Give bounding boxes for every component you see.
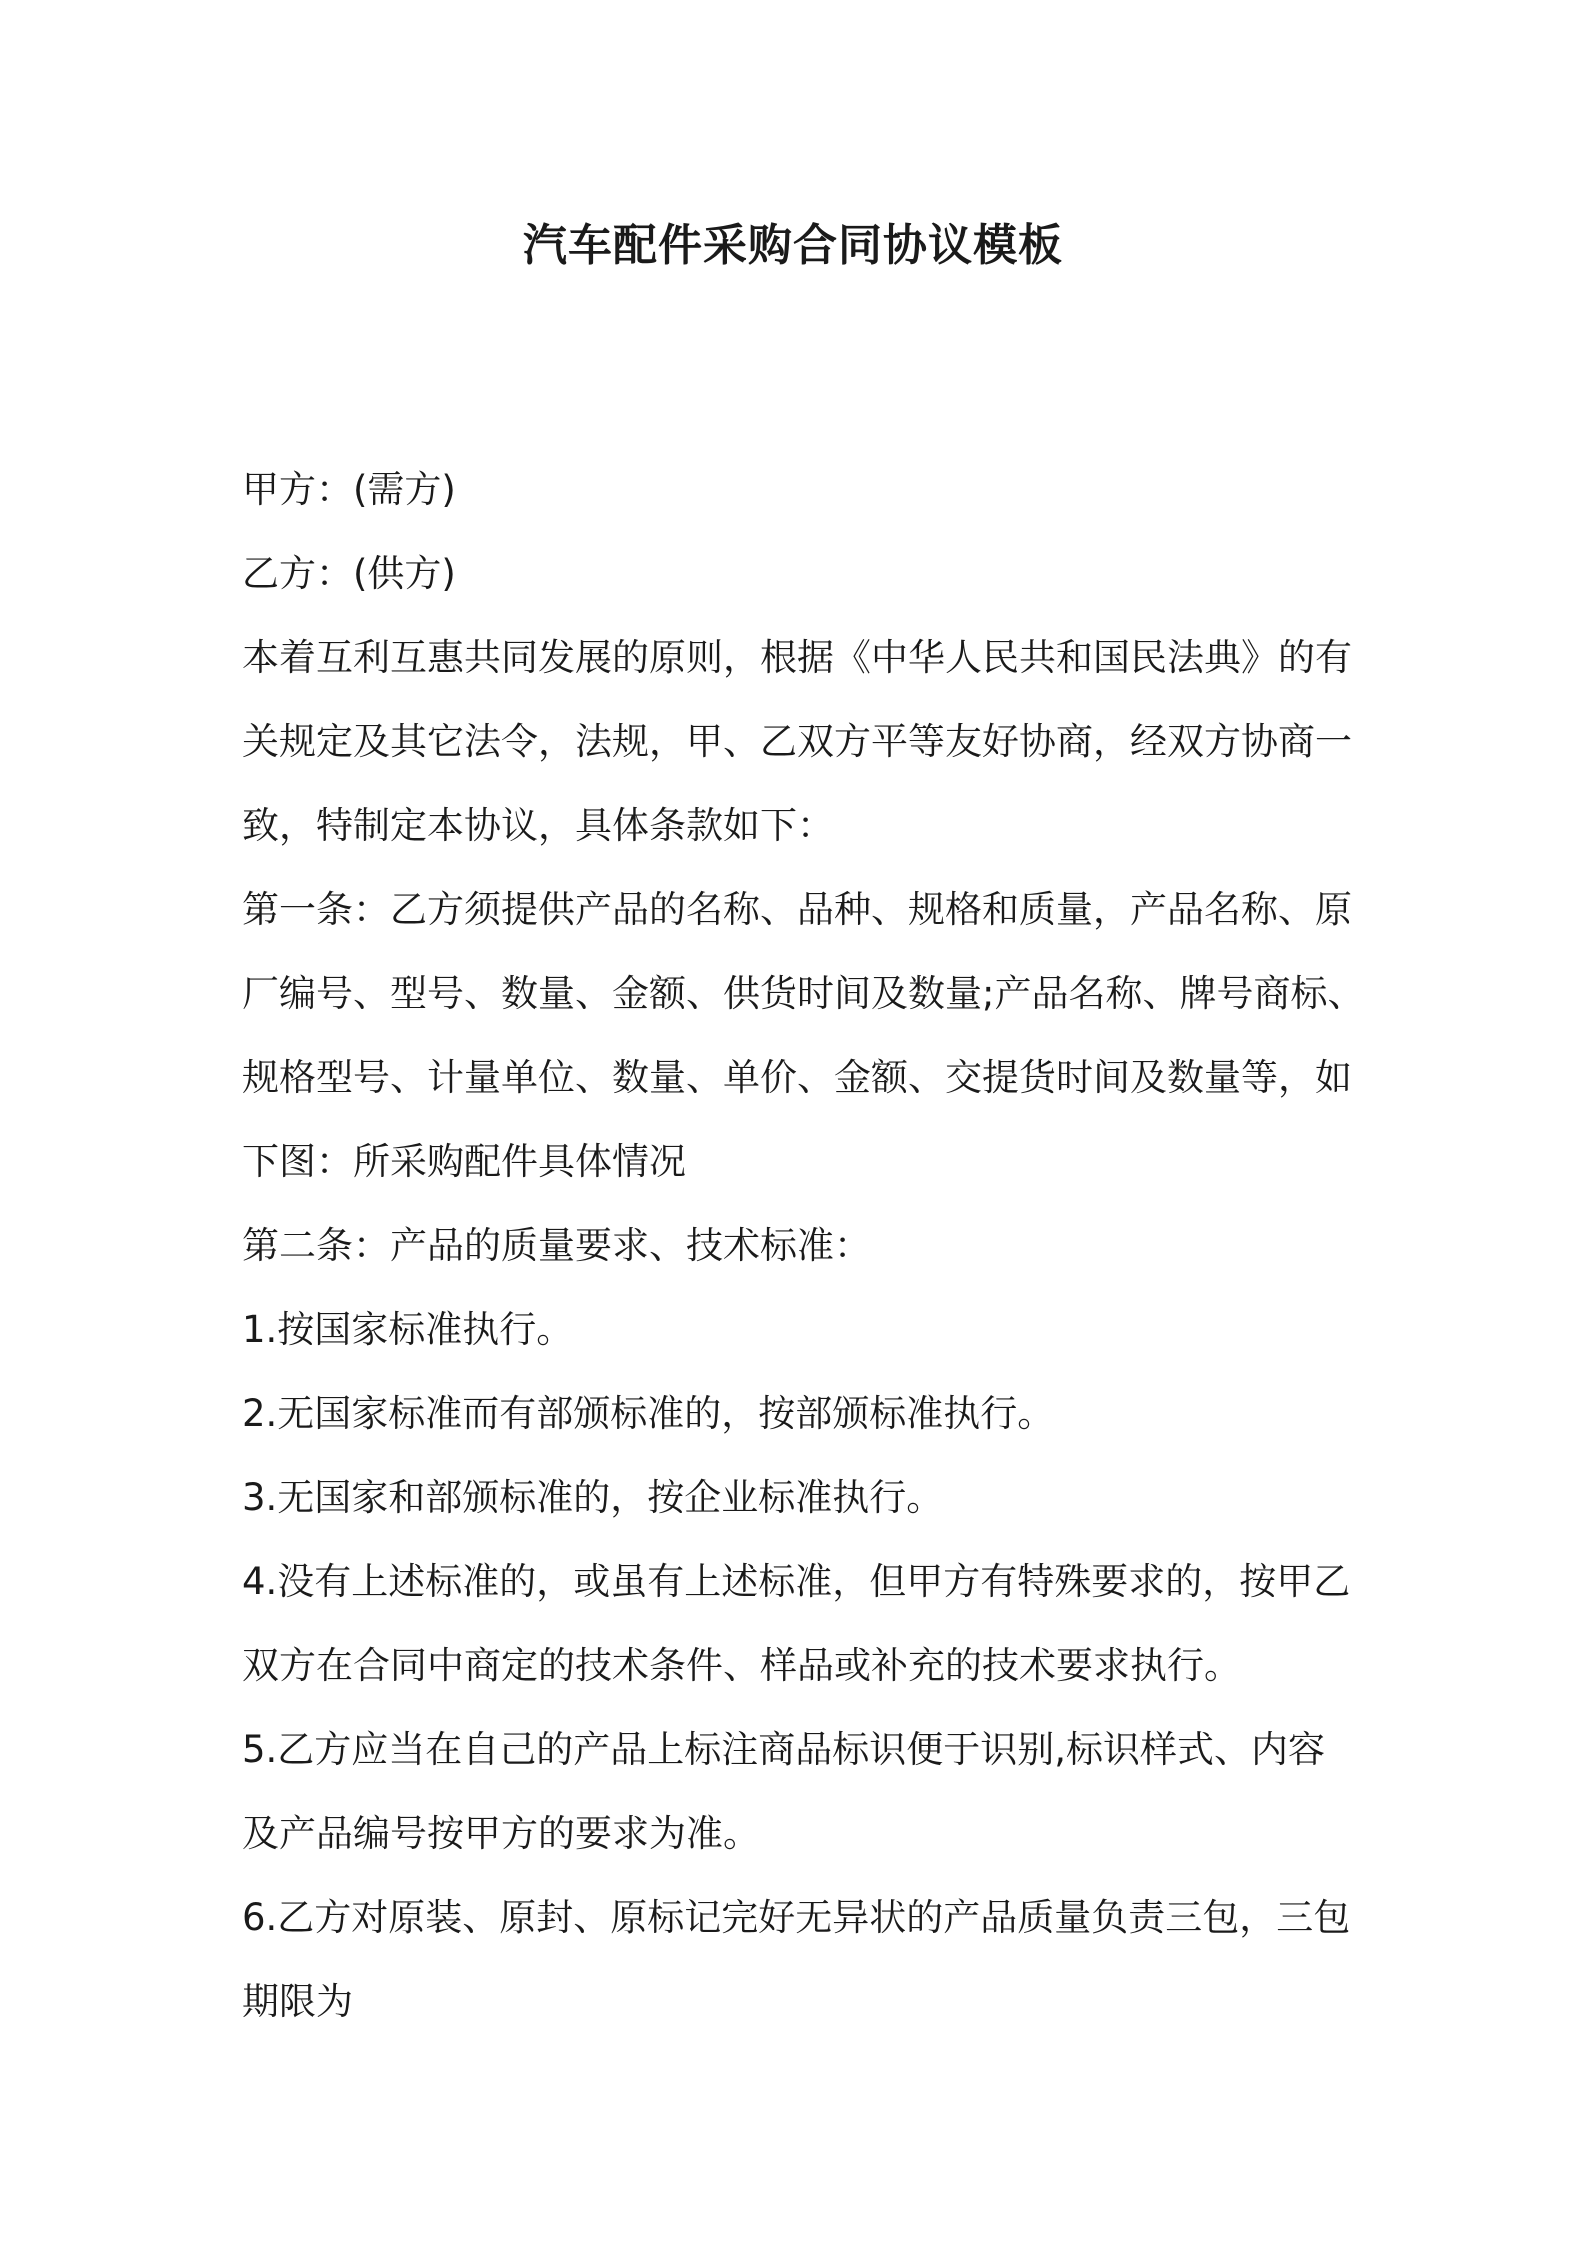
party-b-line: 乙方：(供方) <box>242 552 456 595</box>
article-1-line: 厂编号、型号、数量、金额、供货时间及数量;产品名称、牌号商标、 <box>242 972 1365 1015</box>
clause-item: 双方在合同中商定的技术条件、样品或补充的技术要求执行。 <box>242 1644 1241 1687</box>
clause-item: 5.乙方应当在自己的产品上标注商品标识便于识别,标识样式、内容 <box>242 1728 1326 1771</box>
article-1-line: 规格型号、计量单位、数量、单价、金额、交提货时间及数量等，如 <box>242 1056 1352 1099</box>
document-body <box>242 448 1365 2044</box>
preamble-line: 关规定及其它法令，法规，甲、乙双方平等友好协商，经双方协商一 <box>242 720 1352 763</box>
article-1-line: 下图：所采购配件具体情况 <box>242 1140 686 1183</box>
preamble-line: 本着互利互惠共同发展的原则，根据《中华人民共和国民法典》的有 <box>242 636 1352 679</box>
clause-item: 3.无国家和部颁标准的，按企业标准执行。 <box>242 1476 944 1519</box>
clause-item: 2.无国家标准而有部颁标准的，按部颁标准执行。 <box>242 1392 1055 1435</box>
party-a-line: 甲方：(需方) <box>242 468 456 511</box>
clause-item: 期限为 <box>242 1980 353 2023</box>
article-1-line: 第一条：乙方须提供产品的名称、品种、规格和质量，产品名称、原 <box>242 888 1352 931</box>
clause-item: 6.乙方对原装、原封、原标记完好无异状的产品质量负责三包，三包 <box>242 1896 1351 1939</box>
article-2-heading: 第二条：产品的质量要求、技术标准： <box>242 1224 871 1267</box>
preamble-line: 致，特制定本协议，具体条款如下： <box>242 804 834 847</box>
clause-item: 4.没有上述标准的，或虽有上述标准，但甲方有特殊要求的，按甲乙 <box>242 1560 1351 1603</box>
clause-item: 及产品编号按甲方的要求为准。 <box>242 1812 760 1855</box>
document-title: 汽车配件采购合同协议模板 <box>523 220 1063 271</box>
clause-item: 1.按国家标准执行。 <box>242 1308 574 1351</box>
